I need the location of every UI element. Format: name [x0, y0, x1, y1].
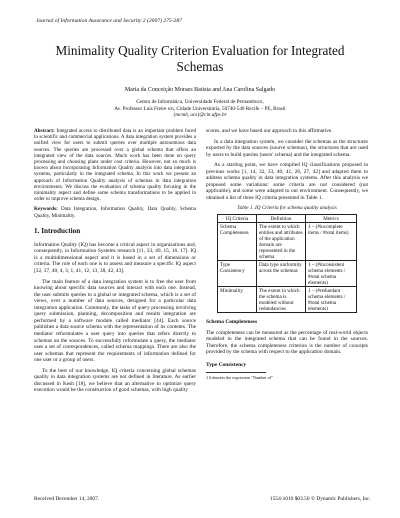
table-header-cell: Definition: [257, 215, 306, 223]
table-row: [218, 261, 357, 287]
keywords-label: Keywords:: [34, 206, 58, 213]
introduction-heading: 1. Introduction: [34, 226, 81, 235]
table-caption: Table 1. IQ Criteria for schema quality analysis: [237, 205, 337, 212]
table-cell-metric: 1 – (#incomplete items / #total items): [306, 223, 357, 261]
type-consistency-heading: Type Consistency: [206, 361, 247, 368]
intro-paragraph-2: The main feature of a data integration system is to free the user from knowing about specific data sources and interact with each one. Instead, the user submits queries to a global or integrated schema, which is a set of views, over a number of data sources, designed for a particular data integration application. Commonly, the tasks of query processing involving query submission, planning, decomposition and results integration are performed by a software module called mediator [44]. Each source publishes a data source schema with the representation of its contents. The mediator reformulates a user query into queries that refers directly to schemas on the sources. To successfully reformulate a query, the mediator uses a set of correspondences, called schema mappings. There are also the user schemas that represent the requirements of information defined for one user or a group of users.: [34, 278, 196, 364]
right-paragraph-0: scores, and we have based our approach in this affirmative.: [206, 128, 333, 134]
table-cell-criteria: Minimality: [218, 287, 257, 313]
right-paragraph-2: As a starting point, we have compiled IQ classifications proposed in previous works [1, 14, 32, 33, 40, 41, 26, 27, 42] and adapted them to address schema quality in data integration systems. After this analysis we proposed some variations: some criteria are not considered (not applicable), and some were adapted to our environment. Consequently, we obtained a list of three IQ criteria presented in Table 1.: [206, 162, 368, 201]
keywords-text: Data Integration, Information Quality, Data Quality, Schema Quality, Minimality.: [34, 206, 196, 219]
table-cell-definition: The extent to which entities and attributes of the application domain are represented in the schema: [257, 223, 306, 261]
intro-paragraph-3: To the best of our knowledge, IQ criteria concerning global schemas quality in data integration systems are not defined in literature. As earlier discussed in Kesh [18], we believe that an alternative to optimize query execution would be the construction of good schemas, with high quality: [34, 367, 196, 394]
table-header-cell: Metrics: [306, 215, 357, 223]
schema-completeness-heading: Schema Completeness: [206, 319, 258, 326]
abstract: [34, 128, 196, 202]
affiliation-block: [40, 99, 360, 119]
table-cell-definition: The extent in which the schema is modeled without redundancies: [257, 287, 306, 313]
affiliation-line-2: Av. Professor Luis Freire s/n, Cidade Universitária, 50740-540 Recife – PE, Brasil: [114, 105, 286, 112]
schema-completeness-text: The completeness can be measured as the percentage of real-world objects modeled in the integrated schema that can be found in the sources. Therefore, the schema completeness criterion is the number of concepts provided by the schema with respect to the application domain.: [206, 329, 368, 356]
affiliation-line-1: Centro de Informática, Universidade Federal de Pernambuco,: [136, 99, 264, 105]
intro-paragraph-1: Information Quality (IQ) has become a critical aspect in organizations and, consequently, in Information Systems research [11, 33, 40, 15, 16, 17]. IQ is a multidimensional aspect and it is based in a set of dimensions or criteria. The role of each one is to assess and measure a specific IQ aspect [32, 37, 40, 4, 3, 1, 41, 12, 13, 38, 42, 43].: [34, 241, 196, 275]
table-cell-criteria: Schema Completeness: [218, 223, 257, 261]
paper-title: Minimality Quality Criterion Evaluation for Integrated Schemas: [55, 43, 345, 74]
table-header-cell: IQ Criteria: [218, 215, 257, 223]
table-row: [218, 287, 357, 313]
publisher-line: 1554-1010 $03.50 © Dynamic Publishers, Inc.: [270, 496, 371, 502]
footnote: 1 # denotes the expression "Number of": [206, 375, 273, 381]
right-paragraph-1: In a data integration system, we consider the schemas as the structures exported by the data sources (source schemas), the structures that are used by users to build queries (users' schema) and the integrated schema.: [206, 138, 368, 158]
table-header-row: [218, 215, 357, 223]
author-list: Maria da Conceição Moraes Batista and Ana Carolina Salgado: [124, 87, 276, 93]
table-row: [218, 223, 357, 261]
table-cell-definition: Data type uniformity across the schemas: [257, 261, 306, 287]
left-column: [34, 128, 196, 398]
table-cell-criteria: Type Consistency: [218, 261, 257, 287]
author-email: {mcmb, acs}@cin.ufpe.br: [173, 112, 227, 119]
keywords: [34, 206, 196, 218]
abstract-text: Integrated access to distributed data is an important problem faced in scientific and commercial applications. A data integration system provides a unified view for users to submit queries over multiple autonomous data sources. The queries are processed over a global schema that offers an integrated view of the data sources. Much work has been done on query processing and choosing plans under cost criteria. However, not so much is known about incorporating Information Quality analysis into data integration systems, particularly in the integrated schema. In this work we present an approach of Information Quality analysis of schemas in data integration environments. We discuss the evaluation of schema quality focusing in the minimality aspect and define some schema transformations to be applied in order to improve schema design.: [34, 128, 196, 203]
abstract-label: Abstract:: [34, 128, 55, 134]
footnote-divider: [206, 372, 266, 373]
journal-header: Journal of Information Assurance and Security 2 (2007) 275-287: [36, 18, 182, 24]
received-date: Received December 14, 2007.: [34, 496, 100, 502]
right-column: [206, 128, 368, 380]
table-cell-metric: 1 – (#redundant schema elements / #total schema elements): [306, 287, 357, 313]
iq-criteria-table: [217, 214, 357, 313]
table-cell-metric: 1 – (#inconsistent schema elements / #total schema elements): [306, 261, 357, 287]
